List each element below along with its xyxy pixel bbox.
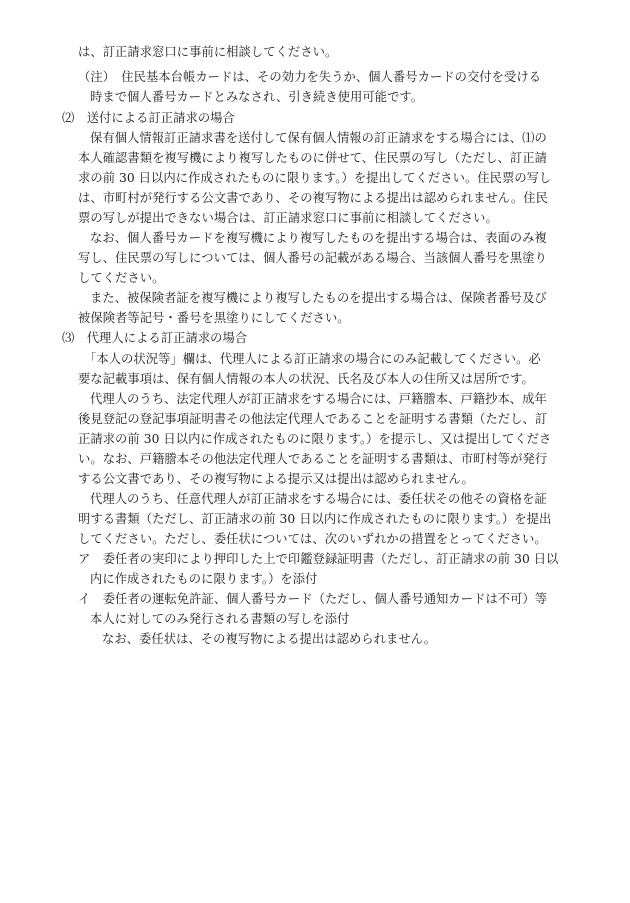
text-line: また、被保険者証を複写機により複写したものを提出する場合は、保険者番号及び — [90, 291, 547, 305]
text-line: 「本人の状況等」欄は、代理人による訂正請求の場合にのみ記載してください。必 — [84, 352, 541, 366]
list-item-i: イ 委任者の運転免許証、個人番号カード（ただし、個人番号通知カードは不可）等 — [78, 592, 548, 606]
text-line: 保有個人情報訂正請求書を送付して保有個人情報の訂正請求をする場合には、⑴の — [90, 131, 547, 145]
text-line: 求の前 30 日以内に作成されたものに限ります。）を提出してください。住民票の写し — [78, 171, 552, 185]
text-line: 要な記載事項は、保有個人情報の本人の状況、氏名及び本人の住所又は居所です。 — [78, 372, 534, 386]
section-heading-2: ⑵ 送付による訂正請求の場合 — [62, 111, 235, 125]
text-line: い。なお、戸籍謄本その他法定代理人であることを証明する書類は、市町村等が発行 — [78, 452, 548, 466]
text-line: なお、個人番号カードを複写機により複写したものを提出する場合は、表面のみ複 — [90, 231, 547, 245]
text-line: 正請求の前 30 日以内に作成されたものに限ります。）を提示し、又は提出してくださ — [78, 432, 552, 446]
list-item-a-continued: 内に作成されたものに限ります。）を添付 — [90, 572, 318, 586]
text-line: 明する書類（ただし、訂正請求の前 30 日以内に作成されたものに限ります。）を提出 — [78, 512, 552, 526]
section-heading-3: ⑶ 代理人による訂正請求の場合 — [62, 331, 248, 345]
list-item-a: ア 委任者の実印により押印した上で印鑑登録証明書（ただし、訂正請求の前 30 日以 — [78, 552, 559, 566]
list-item-i-continued: 本人に対してのみ発行される書類の写しを添付 — [90, 612, 350, 626]
text-line: 後見登記の登記事項証明書その他法定代理人であることを証明する書類（ただし、訂 — [78, 412, 548, 426]
text-line: 票の写しが提出できない場合は、訂正請求窓口に事前に相談してください。 — [78, 211, 498, 225]
note-line: （注） 住民基本台帳カードは、その効力を失うか、個人番号カードの交付を受ける — [78, 70, 542, 84]
note-line-continued: 時まで個人番号カードとみなされ、引き続き使用可能です。 — [90, 90, 424, 104]
text-line: は、訂正請求窓口に事前に相談してください。 — [78, 45, 338, 59]
text-line: してください。ただし、委任状については、次のいずれかの措置をとってください。 — [78, 532, 547, 546]
text-line: 写し、住民票の写しについては、個人番号の記載がある場合、当該個人番号を黒塗り — [78, 251, 547, 265]
text-line: 本人確認書類を複写機により複写したものに併せて、住民票の写し（ただし、訂正請 — [78, 151, 547, 165]
text-line: なお、委任状は、その複写物による提出は認められません。 — [102, 632, 437, 646]
text-line: 代理人のうち、法定代理人が訂正請求をする場合には、戸籍謄本、戸籍抄本、成年 — [90, 392, 547, 406]
text-line: 代理人のうち、任意代理人が訂正請求をする場合には、委任状その他その資格を証 — [90, 492, 547, 506]
text-line: 被保険者等記号・番号を黒塗りにしてください。 — [78, 311, 350, 325]
text-line: してください。 — [78, 271, 165, 285]
text-line: は、市町村が発行する公文書であり、その複写物による提出は認められません。住民 — [78, 191, 548, 205]
text-line: する公文書であり、その複写物による提示又は提出は認められません。 — [78, 472, 474, 486]
